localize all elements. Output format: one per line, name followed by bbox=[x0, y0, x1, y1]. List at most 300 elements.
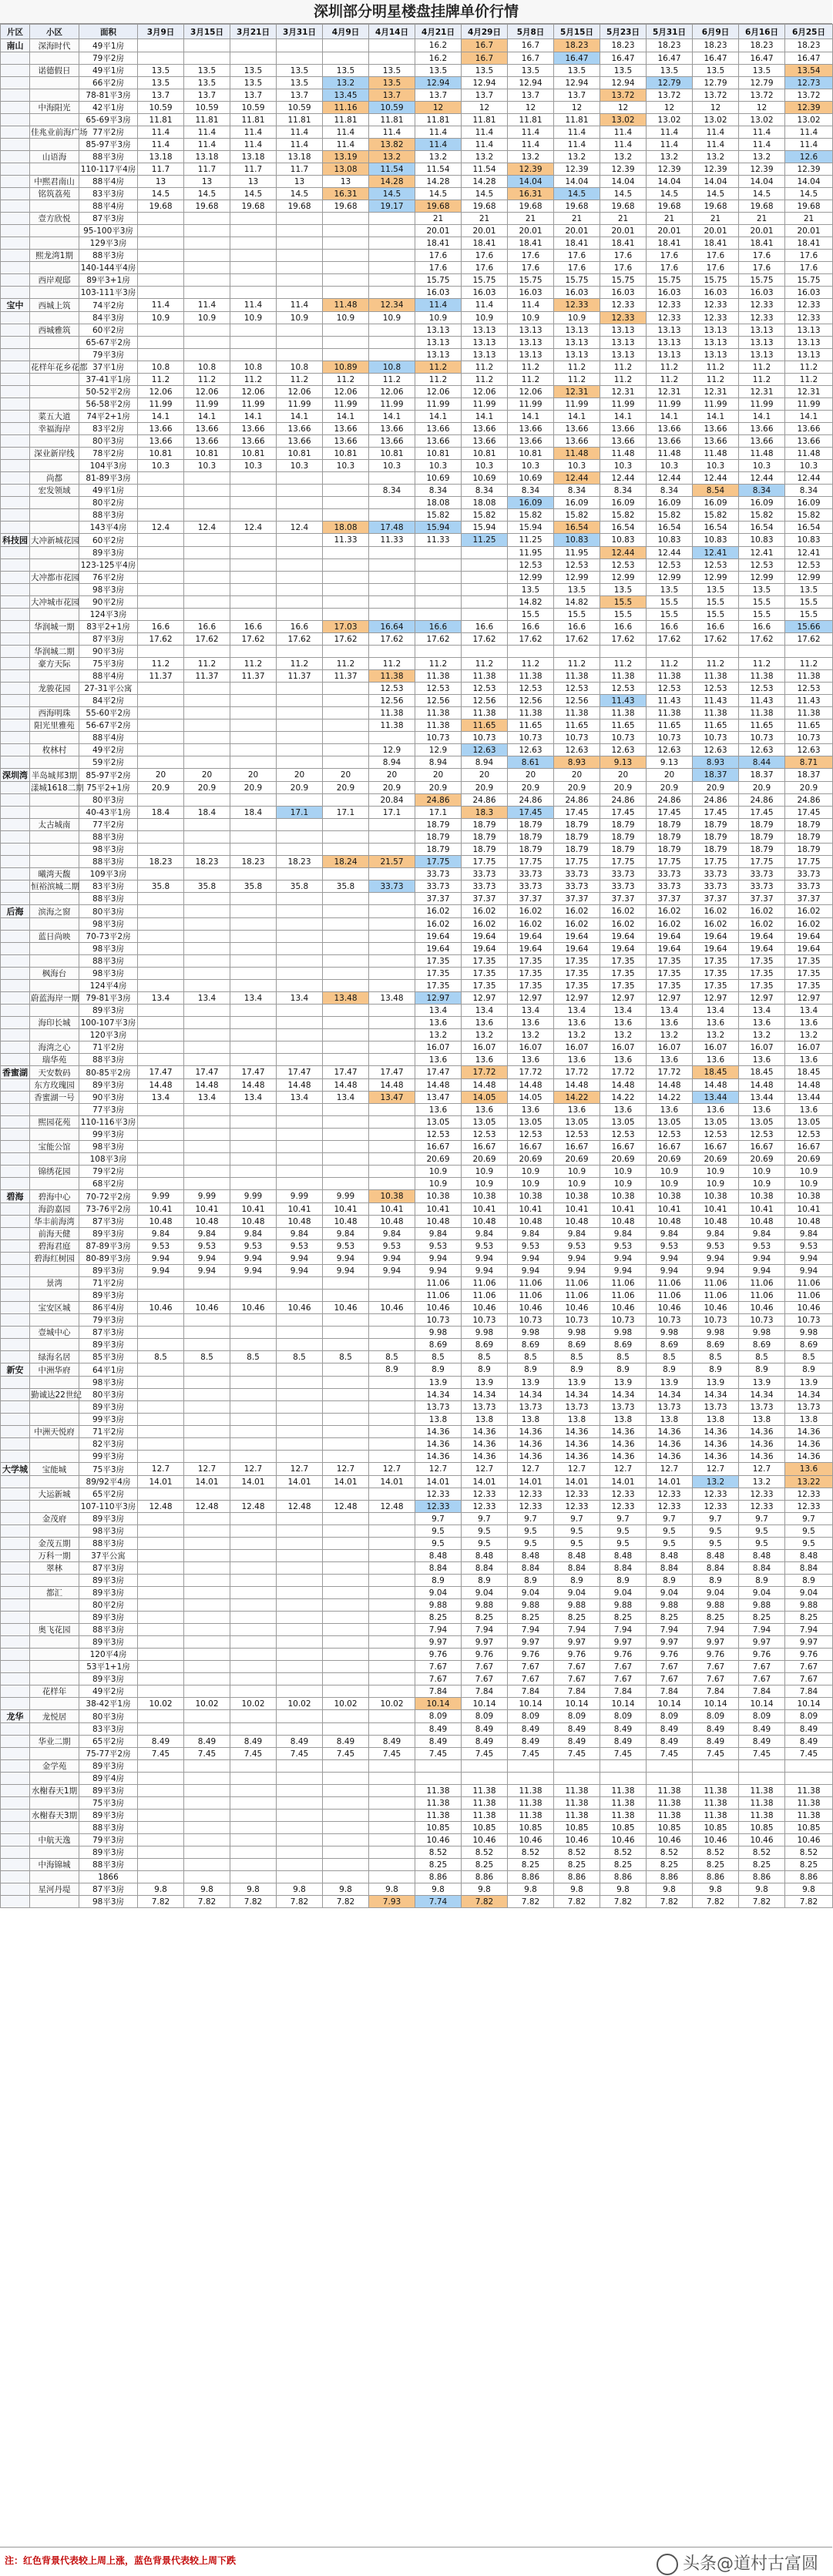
price-cell: 20.9 bbox=[647, 782, 693, 794]
price-cell: 10.14 bbox=[600, 1698, 647, 1710]
price-cell: 13.13 bbox=[600, 349, 647, 361]
price-cell bbox=[138, 1649, 184, 1661]
price-cell bbox=[323, 893, 369, 905]
district-cell: 香蜜湖 bbox=[1, 1066, 30, 1079]
table-row bbox=[1, 868, 833, 880]
price-cell: 8.9 bbox=[462, 1575, 508, 1587]
price-cell bbox=[369, 1822, 415, 1834]
price-cell: 18.24 bbox=[323, 856, 369, 868]
price-cell: 8.49 bbox=[785, 1736, 833, 1748]
unit-size-cell: 83平3房 bbox=[79, 880, 138, 893]
price-cell: 21.57 bbox=[369, 856, 415, 868]
price-cell: 13.13 bbox=[415, 337, 462, 349]
price-cell: 15.66 bbox=[785, 621, 833, 633]
price-cell: 19.68 bbox=[739, 200, 785, 213]
price-cell: 9.5 bbox=[693, 1525, 739, 1538]
price-cell bbox=[138, 337, 184, 349]
price-cell: 11.2 bbox=[323, 374, 369, 386]
price-cell: 12.06 bbox=[415, 386, 462, 398]
unit-size-cell: 87平3房 bbox=[79, 1216, 138, 1228]
price-cell: 13.05 bbox=[785, 1116, 833, 1129]
price-cell: 13.66 bbox=[277, 435, 323, 448]
price-cell: 12.53 bbox=[462, 683, 508, 695]
price-cell bbox=[277, 1859, 323, 1871]
price-cell: 18.3 bbox=[462, 807, 508, 819]
price-cell: 12.33 bbox=[693, 299, 739, 312]
price-cell: 9.5 bbox=[739, 1525, 785, 1538]
price-cell: 19.68 bbox=[230, 200, 277, 213]
estate-cell bbox=[30, 200, 79, 213]
price-cell: 17.35 bbox=[785, 968, 833, 980]
unit-size-cell: 88平4房 bbox=[79, 670, 138, 683]
estate-cell: 星河丹堤 bbox=[30, 1883, 79, 1896]
estate-cell: 熙园花苑 bbox=[30, 1116, 79, 1129]
price-cell: 14.34 bbox=[462, 1389, 508, 1401]
price-cell: 12.39 bbox=[600, 163, 647, 176]
price-cell: 11.06 bbox=[600, 1290, 647, 1302]
price-cell: 8.25 bbox=[600, 1612, 647, 1624]
price-cell: 8.84 bbox=[785, 1562, 833, 1575]
price-cell: 12.33 bbox=[785, 1488, 833, 1501]
price-cell: 11.38 bbox=[462, 1810, 508, 1822]
price-cell bbox=[369, 1377, 415, 1389]
price-cell: 11.7 bbox=[138, 163, 184, 176]
price-cell: 13.45 bbox=[323, 89, 369, 102]
price-cell: 33.73 bbox=[693, 880, 739, 893]
price-cell: 9.98 bbox=[554, 1327, 600, 1339]
district-cell bbox=[1, 1846, 30, 1859]
price-cell: 7.45 bbox=[230, 1748, 277, 1760]
price-cell: 8.34 bbox=[739, 485, 785, 497]
price-cell: 17.6 bbox=[462, 250, 508, 262]
price-cell: 9.5 bbox=[554, 1525, 600, 1538]
price-cell: 13.66 bbox=[369, 423, 415, 435]
price-cell bbox=[369, 596, 415, 609]
column-header: 4月14日 bbox=[369, 25, 415, 39]
price-cell: 11.38 bbox=[415, 1797, 462, 1810]
price-cell: 9.7 bbox=[739, 1513, 785, 1525]
price-cell bbox=[184, 1710, 230, 1723]
price-cell: 8.25 bbox=[785, 1612, 833, 1624]
unit-size-cell: 89平3房 bbox=[79, 1401, 138, 1414]
price-cell: 14.5 bbox=[138, 188, 184, 200]
price-cell bbox=[277, 1846, 323, 1859]
price-cell: 37.37 bbox=[462, 893, 508, 905]
price-cell: 7.84 bbox=[462, 1685, 508, 1698]
price-cell bbox=[323, 695, 369, 707]
price-cell bbox=[230, 1525, 277, 1538]
price-cell bbox=[369, 250, 415, 262]
district-cell bbox=[1, 1698, 30, 1710]
unit-size-cell: 37平公寓 bbox=[79, 1550, 138, 1562]
price-cell: 10.38 bbox=[369, 1190, 415, 1203]
table-row bbox=[1, 1017, 833, 1029]
price-cell: 33.73 bbox=[369, 880, 415, 893]
price-cell: 35.8 bbox=[184, 880, 230, 893]
price-cell: 11.2 bbox=[600, 361, 647, 374]
price-cell: 12.99 bbox=[508, 572, 554, 584]
price-cell: 9.8 bbox=[230, 1883, 277, 1896]
price-cell bbox=[277, 1723, 323, 1736]
price-cell: 17.75 bbox=[462, 856, 508, 868]
price-cell: 13.13 bbox=[785, 337, 833, 349]
price-cell bbox=[369, 572, 415, 584]
price-cell bbox=[277, 819, 323, 831]
price-cell: 15.75 bbox=[739, 274, 785, 287]
price-cell: 16.09 bbox=[785, 497, 833, 509]
price-cell: 10.41 bbox=[369, 1203, 415, 1216]
estate-cell: 碧海中心 bbox=[30, 1190, 79, 1203]
price-cell: 7.67 bbox=[554, 1661, 600, 1673]
price-cell: 15.5 bbox=[647, 596, 693, 609]
unit-size-cell: 89平3房 bbox=[79, 1760, 138, 1773]
price-cell: 9.94 bbox=[739, 1265, 785, 1277]
price-cell: 13.05 bbox=[739, 1116, 785, 1129]
price-cell bbox=[138, 547, 184, 559]
district-cell bbox=[1, 1822, 30, 1834]
price-cell bbox=[369, 955, 415, 968]
price-cell: 18.79 bbox=[785, 819, 833, 831]
estate-cell: 前海天健 bbox=[30, 1228, 79, 1240]
price-cell: 11.4 bbox=[785, 126, 833, 139]
price-cell: 8.52 bbox=[508, 1846, 554, 1859]
price-cell: 9.76 bbox=[785, 1649, 833, 1661]
price-cell bbox=[277, 1612, 323, 1624]
table-row bbox=[1, 905, 833, 918]
price-cell bbox=[230, 1005, 277, 1017]
price-cell bbox=[138, 1116, 184, 1129]
estate-cell bbox=[30, 1476, 79, 1488]
price-cell: 17.35 bbox=[415, 968, 462, 980]
price-cell: 17.75 bbox=[647, 856, 693, 868]
estate-cell bbox=[30, 1401, 79, 1414]
table-row bbox=[1, 1760, 833, 1773]
price-cell bbox=[138, 274, 184, 287]
price-cell: 8.69 bbox=[554, 1339, 600, 1351]
unit-size-cell: 120平4房 bbox=[79, 1649, 138, 1661]
unit-size-cell: 90平3房 bbox=[79, 646, 138, 658]
unit-size-cell: 90平3房 bbox=[79, 1092, 138, 1104]
price-cell: 11.38 bbox=[693, 1785, 739, 1797]
table-row bbox=[1, 769, 833, 782]
price-cell bbox=[138, 1599, 184, 1612]
district-cell bbox=[1, 1883, 30, 1896]
price-cell bbox=[138, 1871, 184, 1883]
price-cell: 18.79 bbox=[785, 844, 833, 856]
price-cell: 18.79 bbox=[785, 831, 833, 844]
price-cell: 20.9 bbox=[554, 782, 600, 794]
price-cell: 8.69 bbox=[600, 1339, 647, 1351]
estate-cell bbox=[30, 1525, 79, 1538]
estate-cell: 西海明珠 bbox=[30, 707, 79, 719]
price-cell: 13.05 bbox=[508, 1116, 554, 1129]
price-cell bbox=[138, 497, 184, 509]
price-cell: 10.48 bbox=[508, 1216, 554, 1228]
estate-cell bbox=[30, 794, 79, 807]
unit-size-cell: 88平3房 bbox=[79, 1822, 138, 1834]
table-row bbox=[1, 102, 833, 114]
price-cell bbox=[184, 1178, 230, 1190]
price-cell: 10.73 bbox=[647, 1314, 693, 1327]
price-cell: 10.83 bbox=[785, 534, 833, 547]
price-cell: 37.37 bbox=[508, 893, 554, 905]
price-cell: 20 bbox=[554, 769, 600, 782]
price-cell bbox=[184, 646, 230, 658]
estate-cell bbox=[30, 262, 79, 274]
district-cell: 新安 bbox=[1, 1363, 30, 1377]
price-cell: 10.46 bbox=[693, 1834, 739, 1846]
price-cell: 10.8 bbox=[184, 361, 230, 374]
estate-cell: 海湾之心 bbox=[30, 1041, 79, 1054]
price-cell: 14.36 bbox=[693, 1426, 739, 1438]
price-cell: 13.5 bbox=[785, 584, 833, 596]
price-cell: 11.4 bbox=[184, 126, 230, 139]
price-cell: 17.62 bbox=[785, 633, 833, 646]
price-cell: 15.5 bbox=[739, 609, 785, 621]
price-cell bbox=[323, 1178, 369, 1190]
table-row bbox=[1, 1079, 833, 1092]
price-cell: 11.43 bbox=[785, 695, 833, 707]
price-cell bbox=[323, 596, 369, 609]
unit-size-cell: 71平2房 bbox=[79, 1426, 138, 1438]
price-cell bbox=[230, 349, 277, 361]
price-cell bbox=[230, 213, 277, 225]
price-cell bbox=[138, 324, 184, 337]
price-cell: 11.38 bbox=[369, 707, 415, 719]
price-cell: 17.35 bbox=[647, 980, 693, 992]
district-cell bbox=[1, 274, 30, 287]
price-cell: 11.06 bbox=[508, 1277, 554, 1290]
price-cell: 16.09 bbox=[693, 497, 739, 509]
price-cell bbox=[184, 1377, 230, 1389]
price-cell: 12.97 bbox=[415, 992, 462, 1005]
table-header-row bbox=[1, 25, 833, 39]
price-cell bbox=[184, 596, 230, 609]
price-cell: 13.9 bbox=[415, 1377, 462, 1389]
price-cell: 12.53 bbox=[462, 1129, 508, 1141]
table-row bbox=[1, 1871, 833, 1883]
price-cell: 16.09 bbox=[554, 497, 600, 509]
price-cell: 13.44 bbox=[739, 1092, 785, 1104]
price-cell: 9.8 bbox=[508, 1883, 554, 1896]
district-cell bbox=[1, 807, 30, 819]
estate-cell bbox=[30, 1896, 79, 1908]
price-cell: 16.6 bbox=[647, 621, 693, 633]
price-cell bbox=[369, 1277, 415, 1290]
price-cell bbox=[277, 225, 323, 237]
price-cell: 9.7 bbox=[415, 1513, 462, 1525]
price-cell: 12.56 bbox=[508, 695, 554, 707]
unit-size-cell: 73-76平2房 bbox=[79, 1203, 138, 1216]
price-cell: 8.84 bbox=[462, 1562, 508, 1575]
price-cell bbox=[184, 497, 230, 509]
price-cell: 11.38 bbox=[785, 1785, 833, 1797]
price-cell: 14.1 bbox=[277, 411, 323, 423]
price-cell: 19.64 bbox=[785, 931, 833, 943]
unit-size-cell: 71平2房 bbox=[79, 1277, 138, 1290]
price-cell: 11.38 bbox=[600, 1810, 647, 1822]
price-cell bbox=[277, 1834, 323, 1846]
price-cell: 17.62 bbox=[739, 633, 785, 646]
unit-size-cell: 120平3房 bbox=[79, 1029, 138, 1041]
table-row bbox=[1, 1116, 833, 1129]
price-cell: 9.7 bbox=[554, 1513, 600, 1525]
price-cell: 9.94 bbox=[554, 1265, 600, 1277]
price-cell: 12.44 bbox=[647, 547, 693, 559]
price-cell bbox=[369, 1401, 415, 1414]
price-cell bbox=[323, 1129, 369, 1141]
price-table-wrapper[interactable] bbox=[0, 24, 832, 2547]
price-cell: 11.2 bbox=[785, 658, 833, 670]
price-cell bbox=[230, 274, 277, 287]
price-cell bbox=[138, 1041, 184, 1054]
price-cell: 7.45 bbox=[785, 1748, 833, 1760]
price-cell bbox=[230, 547, 277, 559]
price-cell: 35.8 bbox=[323, 880, 369, 893]
price-cell: 10.9 bbox=[415, 1166, 462, 1178]
estate-cell: 锦绣花园 bbox=[30, 1166, 79, 1178]
price-cell bbox=[277, 719, 323, 732]
table-row bbox=[1, 794, 833, 807]
price-cell: 8.69 bbox=[462, 1339, 508, 1351]
price-cell: 17.62 bbox=[184, 633, 230, 646]
price-cell: 11.2 bbox=[277, 374, 323, 386]
price-cell: 14.48 bbox=[693, 1079, 739, 1092]
price-cell bbox=[184, 1575, 230, 1587]
price-cell bbox=[323, 1785, 369, 1797]
price-cell: 14.36 bbox=[693, 1438, 739, 1451]
price-cell: 9.8 bbox=[600, 1883, 647, 1896]
price-cell: 7.82 bbox=[323, 1896, 369, 1908]
price-cell bbox=[138, 1277, 184, 1290]
district-cell bbox=[1, 200, 30, 213]
price-cell: 11.43 bbox=[739, 695, 785, 707]
price-cell bbox=[323, 1277, 369, 1290]
price-cell: 37.37 bbox=[600, 893, 647, 905]
price-cell: 18.37 bbox=[785, 769, 833, 782]
price-cell: 10.69 bbox=[462, 472, 508, 485]
price-cell: 9.84 bbox=[184, 1228, 230, 1240]
price-cell: 14.5 bbox=[230, 188, 277, 200]
price-cell: 7.67 bbox=[693, 1673, 739, 1685]
district-cell bbox=[1, 1612, 30, 1624]
price-cell bbox=[184, 1339, 230, 1351]
price-cell bbox=[277, 695, 323, 707]
table-row bbox=[1, 1785, 833, 1797]
district-cell bbox=[1, 1092, 30, 1104]
district-cell bbox=[1, 633, 30, 646]
price-cell: 14.04 bbox=[693, 176, 739, 188]
price-cell: 10.38 bbox=[462, 1190, 508, 1203]
price-cell: 13.2 bbox=[462, 1029, 508, 1041]
price-cell: 13.73 bbox=[600, 1401, 647, 1414]
price-cell bbox=[230, 39, 277, 52]
price-cell bbox=[184, 1054, 230, 1066]
price-cell bbox=[138, 1290, 184, 1302]
price-cell: 12.44 bbox=[554, 472, 600, 485]
price-cell: 18.79 bbox=[462, 844, 508, 856]
price-cell: 16.02 bbox=[415, 918, 462, 931]
price-cell: 10.73 bbox=[785, 732, 833, 744]
price-cell: 10.46 bbox=[739, 1834, 785, 1846]
unit-size-cell: 98平3房 bbox=[79, 1377, 138, 1389]
table-row bbox=[1, 1488, 833, 1501]
price-cell: 10.9 bbox=[600, 1178, 647, 1190]
price-cell bbox=[369, 1834, 415, 1846]
price-cell: 8.52 bbox=[554, 1846, 600, 1859]
price-cell: 14.5 bbox=[184, 188, 230, 200]
price-cell: 12.53 bbox=[508, 559, 554, 572]
price-cell bbox=[323, 349, 369, 361]
price-cell: 20.01 bbox=[647, 225, 693, 237]
price-cell: 13.66 bbox=[138, 423, 184, 435]
price-cell: 13.5 bbox=[369, 65, 415, 77]
price-cell: 11.37 bbox=[323, 670, 369, 683]
price-cell: 13.13 bbox=[554, 349, 600, 361]
price-cell: 14.01 bbox=[462, 1476, 508, 1488]
price-cell: 10.41 bbox=[462, 1203, 508, 1216]
price-cell: 13.2 bbox=[739, 1476, 785, 1488]
price-cell bbox=[230, 1587, 277, 1599]
price-cell: 13.13 bbox=[647, 349, 693, 361]
estate-cell: 恒裕滨城二期 bbox=[30, 880, 79, 893]
price-cell: 13.66 bbox=[415, 435, 462, 448]
price-cell bbox=[277, 287, 323, 299]
price-cell: 18.79 bbox=[647, 819, 693, 831]
table-row bbox=[1, 534, 833, 547]
price-cell: 13.72 bbox=[647, 89, 693, 102]
price-cell: 13.13 bbox=[739, 324, 785, 337]
price-cell: 9.98 bbox=[739, 1327, 785, 1339]
price-cell bbox=[323, 1538, 369, 1550]
price-cell: 11.48 bbox=[693, 448, 739, 460]
price-cell bbox=[323, 1525, 369, 1538]
unit-size-cell: 75平3房 bbox=[79, 658, 138, 670]
price-cell: 8.25 bbox=[739, 1859, 785, 1871]
table-row bbox=[1, 1612, 833, 1624]
price-cell bbox=[277, 1538, 323, 1550]
price-cell: 19.68 bbox=[462, 200, 508, 213]
price-cell: 11.2 bbox=[647, 374, 693, 386]
table-row bbox=[1, 1636, 833, 1649]
price-cell: 11.2 bbox=[693, 658, 739, 670]
unit-size-cell: 75-77平2房 bbox=[79, 1748, 138, 1760]
price-cell: 13.66 bbox=[462, 435, 508, 448]
price-cell: 13.7 bbox=[462, 89, 508, 102]
price-cell: 9.97 bbox=[415, 1636, 462, 1649]
price-cell: 17.6 bbox=[600, 262, 647, 274]
price-cell bbox=[184, 1846, 230, 1859]
price-cell: 9.84 bbox=[739, 1228, 785, 1240]
price-cell bbox=[323, 1339, 369, 1351]
price-cell: 12.99 bbox=[693, 572, 739, 584]
estate-cell: 宝安区城 bbox=[30, 1302, 79, 1314]
table-row bbox=[1, 1451, 833, 1463]
price-cell bbox=[138, 559, 184, 572]
price-cell bbox=[230, 485, 277, 497]
district-cell bbox=[1, 1797, 30, 1810]
price-cell: 8.71 bbox=[785, 756, 833, 769]
price-cell: 16.54 bbox=[600, 522, 647, 534]
price-cell: 10.38 bbox=[647, 1190, 693, 1203]
price-cell: 11.25 bbox=[508, 534, 554, 547]
price-cell bbox=[600, 1760, 647, 1773]
table-row bbox=[1, 200, 833, 213]
price-cell: 13.05 bbox=[600, 1116, 647, 1129]
price-cell: 7.82 bbox=[508, 1896, 554, 1908]
price-cell: 10.85 bbox=[600, 1822, 647, 1834]
price-cell: 10.3 bbox=[462, 460, 508, 472]
